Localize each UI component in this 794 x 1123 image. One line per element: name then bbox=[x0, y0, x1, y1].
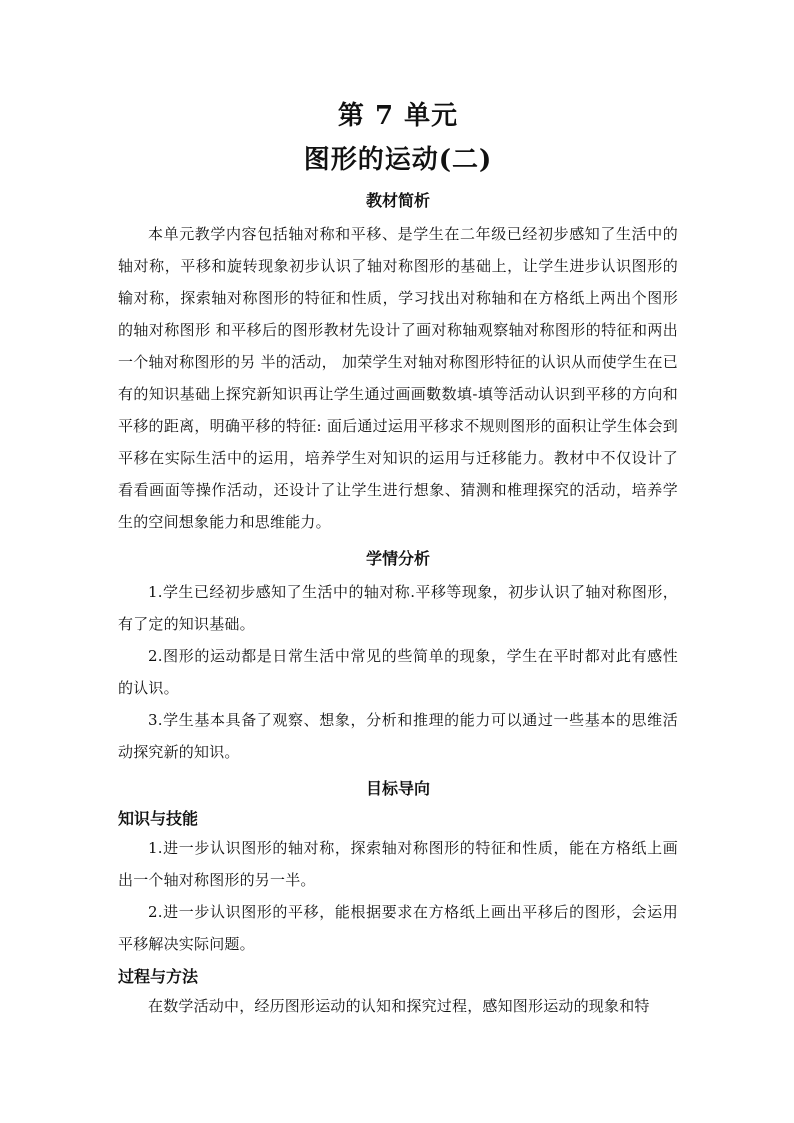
unit-title: 图形的运动(二) bbox=[303, 145, 493, 175]
paragraph-students-2: 2.图形的运动都是日常生活中常见的些简单的现象，学生在平时都对此有感性的认识。 bbox=[118, 647, 678, 697]
document-page bbox=[118, 96, 678, 1022]
paragraph-students-3: 3.学生基本具备了观察、想象，分析和推理的能力可以通过一些基本的思维活动探究新的知识。 bbox=[118, 711, 678, 761]
section-heading-students: 学情分析 bbox=[365, 549, 430, 568]
paragraph-knowledge-2: 2.进一步认识图形的平移，能根据要求在方格纸上画出平移后的图形，会运用平移解决实际问题。 bbox=[118, 903, 678, 953]
paragraph-textbook-analysis: 本单元教学内容包括轴对称和平移、是学生在二年级已经初步感知了生活中的轴对称，平移和旋转现象初步认识了轴对称图形的基础上，让学生进步认识图形的输对称，探索轴对称图形的特征和性质，学习找出对称轴和在方格纸上两出个图形的轴对称图形 和平移后的图形教材先设计了画对称轴观察轴对称图形的特征和两出一个轴对称图形的另 半的活动， 加荣学生对轴对称图形特征的认识从而使学生在已有的知识基础上探究新知识再让学生通过画画數数填-填等活动认识到平移的方向和平移的距离，明确平移的特征: 面后通过运用平移求不规则图形的面积让学生体会到平移在实际生活中的运用，培养学生对知识的运用与迁移能力。教材中不仅设计了看看画面等操作活动，还设计了让学生进行想象、猜测和椎理探究的活动，培养学生的空间想象能力和思维能力。 bbox=[118, 225, 678, 531]
section-heading-goals: 目标导向 bbox=[365, 779, 430, 798]
paragraph-students-1: 1.学生已经初步感知了生活中的轴对称.平移等现象，初步认识了轴对称图形，有了定的知识基础。 bbox=[118, 583, 678, 633]
unit-number: 第 7 单元 bbox=[337, 101, 459, 131]
sub-heading-knowledge: 知识与技能 bbox=[118, 809, 199, 828]
section-heading-textbook: 教材简析 bbox=[365, 191, 430, 210]
sub-heading-process: 过程与方法 bbox=[118, 967, 199, 986]
paragraph-process-1: 在数学活动中，经历图形运动的认知和探究过程，感知图形运动的现象和特 bbox=[148, 997, 650, 1015]
paragraph-knowledge-1: 1.进一步认识图形的轴对称，探索轴对称图形的特征和性质，能在方格纸上画出一个轴对称图形的另一半。 bbox=[118, 839, 678, 889]
